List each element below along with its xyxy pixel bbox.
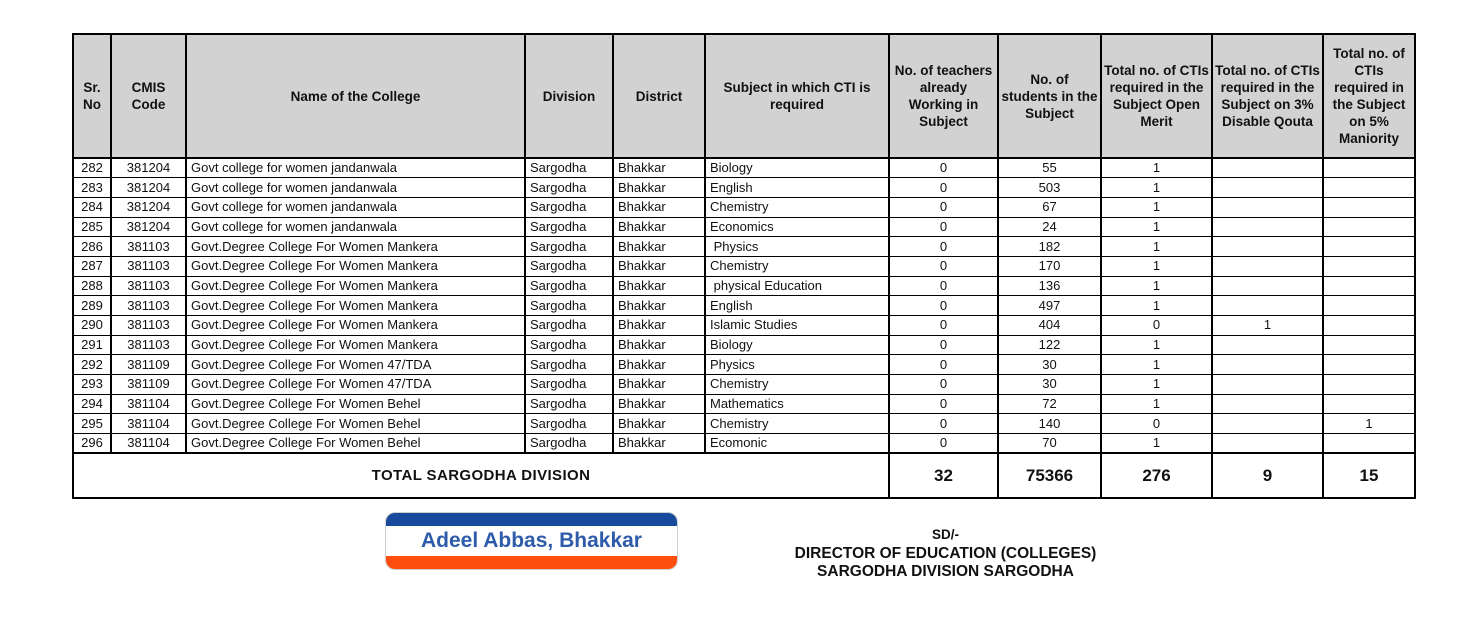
cell: 381103 xyxy=(111,276,186,296)
cell: 30 xyxy=(998,355,1101,375)
cell xyxy=(1323,375,1415,395)
cell xyxy=(1323,217,1415,237)
cell: 290 xyxy=(73,316,111,336)
cell xyxy=(1323,335,1415,355)
cell: 288 xyxy=(73,276,111,296)
cell: 170 xyxy=(998,256,1101,276)
cell: 0 xyxy=(889,237,998,257)
cell: 24 xyxy=(998,217,1101,237)
cell: 0 xyxy=(889,434,998,454)
cell: Govt college for women jandanwala xyxy=(186,197,525,217)
cell: Govt.Degree College For Women Behel xyxy=(186,414,525,434)
cell: 0 xyxy=(889,197,998,217)
cell: 1 xyxy=(1101,197,1212,217)
column-header-sr-no: Sr. No xyxy=(73,34,111,158)
cell: Bhakkar xyxy=(613,178,705,198)
cell: Govt.Degree College For Women Mankera xyxy=(186,296,525,316)
cell: 381103 xyxy=(111,296,186,316)
cell: 182 xyxy=(998,237,1101,257)
cell: Sargodha xyxy=(525,178,613,198)
cell: 1 xyxy=(1101,375,1212,395)
cell: 0 xyxy=(889,296,998,316)
cell: Sargodha xyxy=(525,256,613,276)
cell: 0 xyxy=(889,375,998,395)
signature-block xyxy=(758,527,1133,581)
cell: 1 xyxy=(1101,335,1212,355)
cell: Bhakkar xyxy=(613,434,705,454)
cell: Bhakkar xyxy=(613,237,705,257)
cell: 287 xyxy=(73,256,111,276)
total-ctis-minority-quota: 15 xyxy=(1323,453,1415,498)
column-header-ctis-open-merit: Total no. of CTIs required in the Subject Open Merit xyxy=(1101,34,1212,158)
cell: 283 xyxy=(73,178,111,198)
cell xyxy=(1323,276,1415,296)
cell: 1 xyxy=(1101,434,1212,454)
cell: 0 xyxy=(889,355,998,375)
badge-blue-bar xyxy=(386,513,677,526)
table-row xyxy=(73,335,1415,355)
cell: 0 xyxy=(889,158,998,178)
table-row xyxy=(73,178,1415,198)
cell: Ecomonic xyxy=(705,434,889,454)
cell: Govt.Degree College For Women Mankera xyxy=(186,256,525,276)
cell xyxy=(1323,158,1415,178)
cell: 122 xyxy=(998,335,1101,355)
cell: 286 xyxy=(73,237,111,257)
cell: 55 xyxy=(998,158,1101,178)
cell: Govt.Degree College For Women Behel xyxy=(186,394,525,414)
cell: Govt college for women jandanwala xyxy=(186,158,525,178)
cell: Chemistry xyxy=(705,414,889,434)
cell: Sargodha xyxy=(525,296,613,316)
cell: 1 xyxy=(1101,355,1212,375)
cell xyxy=(1323,256,1415,276)
cell: Govt college for women jandanwala xyxy=(186,217,525,237)
column-header-division: Division xyxy=(525,34,613,158)
table-row xyxy=(73,158,1415,178)
cell: Bhakkar xyxy=(613,158,705,178)
table-row xyxy=(73,237,1415,257)
cell: 381204 xyxy=(111,178,186,198)
cell: 1 xyxy=(1101,237,1212,257)
cell: 289 xyxy=(73,296,111,316)
cell: 0 xyxy=(889,394,998,414)
cell: 0 xyxy=(1101,316,1212,336)
table-row xyxy=(73,394,1415,414)
cell: 381104 xyxy=(111,414,186,434)
name-badge xyxy=(385,512,678,570)
clipped-header-text: Total no. of CTIs required in the Subject on 5% Maniority xyxy=(1332,46,1406,146)
cell: Sargodha xyxy=(525,197,613,217)
cell: Physics xyxy=(705,237,889,257)
cell: Economics xyxy=(705,217,889,237)
column-header-college-name: Name of the College xyxy=(186,34,525,158)
cell: Govt college for women jandanwala xyxy=(186,178,525,198)
cell xyxy=(1212,375,1323,395)
cell: 381204 xyxy=(111,158,186,178)
total-ctis-disable-quota: 9 xyxy=(1212,453,1323,498)
column-header-district: District xyxy=(613,34,705,158)
cell: 381109 xyxy=(111,355,186,375)
table-row xyxy=(73,375,1415,395)
cell: 296 xyxy=(73,434,111,454)
cell xyxy=(1212,256,1323,276)
cell: 72 xyxy=(998,394,1101,414)
cell: 282 xyxy=(73,158,111,178)
cell: 1 xyxy=(1101,276,1212,296)
cell: Bhakkar xyxy=(613,335,705,355)
cell xyxy=(1212,335,1323,355)
cell: Sargodha xyxy=(525,434,613,454)
cell: 381103 xyxy=(111,256,186,276)
cell: Sargodha xyxy=(525,414,613,434)
column-header-students: No. of students in the Subject xyxy=(998,34,1101,158)
table-body xyxy=(73,158,1415,453)
cell: Bhakkar xyxy=(613,375,705,395)
cell xyxy=(1212,434,1323,454)
cell: 0 xyxy=(889,316,998,336)
signature-sd: SD/- xyxy=(932,527,959,542)
cell: Sargodha xyxy=(525,217,613,237)
cell xyxy=(1323,316,1415,336)
cell: Govt.Degree College For Women 47/TDA xyxy=(186,355,525,375)
cell xyxy=(1323,394,1415,414)
cell: 293 xyxy=(73,375,111,395)
cell: 294 xyxy=(73,394,111,414)
cell: English xyxy=(705,296,889,316)
total-row xyxy=(73,453,1415,498)
cell: 381103 xyxy=(111,335,186,355)
cell xyxy=(1212,178,1323,198)
cell: 381104 xyxy=(111,434,186,454)
cell xyxy=(1212,414,1323,434)
cell: 70 xyxy=(998,434,1101,454)
column-header-subject: Subject in which CTI is required xyxy=(705,34,889,158)
cell xyxy=(1323,197,1415,217)
cell: Islamic Studies xyxy=(705,316,889,336)
cell: 503 xyxy=(998,178,1101,198)
column-header-ctis-minority-quota xyxy=(1323,34,1415,158)
table-row xyxy=(73,296,1415,316)
cell: 0 xyxy=(889,276,998,296)
cell: 0 xyxy=(889,217,998,237)
cell: Mathematics xyxy=(705,394,889,414)
cell: English xyxy=(705,178,889,198)
cell: Sargodha xyxy=(525,335,613,355)
cell: 381103 xyxy=(111,237,186,257)
cell xyxy=(1212,296,1323,316)
cell: 0 xyxy=(889,256,998,276)
cell: Bhakkar xyxy=(613,217,705,237)
cell: 292 xyxy=(73,355,111,375)
cti-requirement-table xyxy=(72,33,1416,499)
cell: Sargodha xyxy=(525,158,613,178)
cell: Govt.Degree College For Women Mankera xyxy=(186,237,525,257)
total-students: 75366 xyxy=(998,453,1101,498)
cell: 0 xyxy=(889,414,998,434)
cell: 1 xyxy=(1101,256,1212,276)
total-ctis-open-merit: 276 xyxy=(1101,453,1212,498)
table-row xyxy=(73,256,1415,276)
table-footer xyxy=(73,453,1415,498)
cell: Bhakkar xyxy=(613,256,705,276)
cell: 1 xyxy=(1101,296,1212,316)
cell xyxy=(1323,178,1415,198)
table-row xyxy=(73,316,1415,336)
cell xyxy=(1212,197,1323,217)
cell: Bhakkar xyxy=(613,276,705,296)
cell: 0 xyxy=(889,335,998,355)
cell xyxy=(1323,237,1415,257)
cell: 30 xyxy=(998,375,1101,395)
cell: Bhakkar xyxy=(613,316,705,336)
cell: Bhakkar xyxy=(613,296,705,316)
cell: 1 xyxy=(1101,178,1212,198)
table-row xyxy=(73,276,1415,296)
table-row xyxy=(73,414,1415,434)
cell: Govt.Degree College For Women 47/TDA xyxy=(186,375,525,395)
badge-orange-bar xyxy=(386,556,677,569)
column-header-cmis-code: CMIS Code xyxy=(111,34,186,158)
cell: 1 xyxy=(1101,394,1212,414)
table-header xyxy=(73,34,1415,158)
cell: Govt.Degree College For Women Mankera xyxy=(186,276,525,296)
table-row xyxy=(73,217,1415,237)
cell: Biology xyxy=(705,335,889,355)
cell: 0 xyxy=(1101,414,1212,434)
cell: 381109 xyxy=(111,375,186,395)
cell xyxy=(1323,434,1415,454)
cell: 67 xyxy=(998,197,1101,217)
cell xyxy=(1212,355,1323,375)
cell: 1 xyxy=(1212,316,1323,336)
total-label: TOTAL SARGODHA DIVISION xyxy=(73,453,889,498)
table-row xyxy=(73,197,1415,217)
cell xyxy=(1212,394,1323,414)
cell xyxy=(1212,237,1323,257)
signature-title: DIRECTOR OF EDUCATION (COLLEGES) xyxy=(794,545,1097,562)
cell: 1 xyxy=(1323,414,1415,434)
table-row xyxy=(73,355,1415,375)
cell: Biology xyxy=(705,158,889,178)
cell: 291 xyxy=(73,335,111,355)
table-row xyxy=(73,434,1415,454)
cell: 295 xyxy=(73,414,111,434)
total-teachers: 32 xyxy=(889,453,998,498)
cell: Sargodha xyxy=(525,237,613,257)
cell: Chemistry xyxy=(705,375,889,395)
cell: 1 xyxy=(1101,158,1212,178)
cell xyxy=(1323,296,1415,316)
cell: 381104 xyxy=(111,394,186,414)
cell: Sargodha xyxy=(525,394,613,414)
cell xyxy=(1323,355,1415,375)
cell: 0 xyxy=(889,178,998,198)
header-row xyxy=(73,34,1415,158)
cell: Bhakkar xyxy=(613,355,705,375)
cell: 381204 xyxy=(111,197,186,217)
cell: Physics xyxy=(705,355,889,375)
cell: 284 xyxy=(73,197,111,217)
cell: 497 xyxy=(998,296,1101,316)
cell: 381103 xyxy=(111,316,186,336)
cell xyxy=(1212,217,1323,237)
cell: 285 xyxy=(73,217,111,237)
cell: 381204 xyxy=(111,217,186,237)
cell: Govt.Degree College For Women Behel xyxy=(186,434,525,454)
cell xyxy=(1212,276,1323,296)
cell: Sargodha xyxy=(525,375,613,395)
cell: physical Education xyxy=(705,276,889,296)
cell: Bhakkar xyxy=(613,414,705,434)
cell: Govt.Degree College For Women Mankera xyxy=(186,316,525,336)
cell: 136 xyxy=(998,276,1101,296)
badge-name-label: Adeel Abbas, Bhakkar xyxy=(386,526,677,556)
column-header-teachers-working: No. of teachers already Working in Subject xyxy=(889,34,998,158)
cell: Sargodha xyxy=(525,355,613,375)
cell: Chemistry xyxy=(705,256,889,276)
cell xyxy=(1212,158,1323,178)
cell: Sargodha xyxy=(525,276,613,296)
column-header-ctis-disable-quota: Total no. of CTIs required in the Subject on 3% Disable Qouta xyxy=(1212,34,1323,158)
cell: 140 xyxy=(998,414,1101,434)
cell: Govt.Degree College For Women Mankera xyxy=(186,335,525,355)
cell: Bhakkar xyxy=(613,197,705,217)
cell: 1 xyxy=(1101,217,1212,237)
signature-office: SARGODHA DIVISION SARGODHA xyxy=(817,563,1074,580)
cell: Bhakkar xyxy=(613,394,705,414)
cell: Sargodha xyxy=(525,316,613,336)
cell: 404 xyxy=(998,316,1101,336)
cell: Chemistry xyxy=(705,197,889,217)
